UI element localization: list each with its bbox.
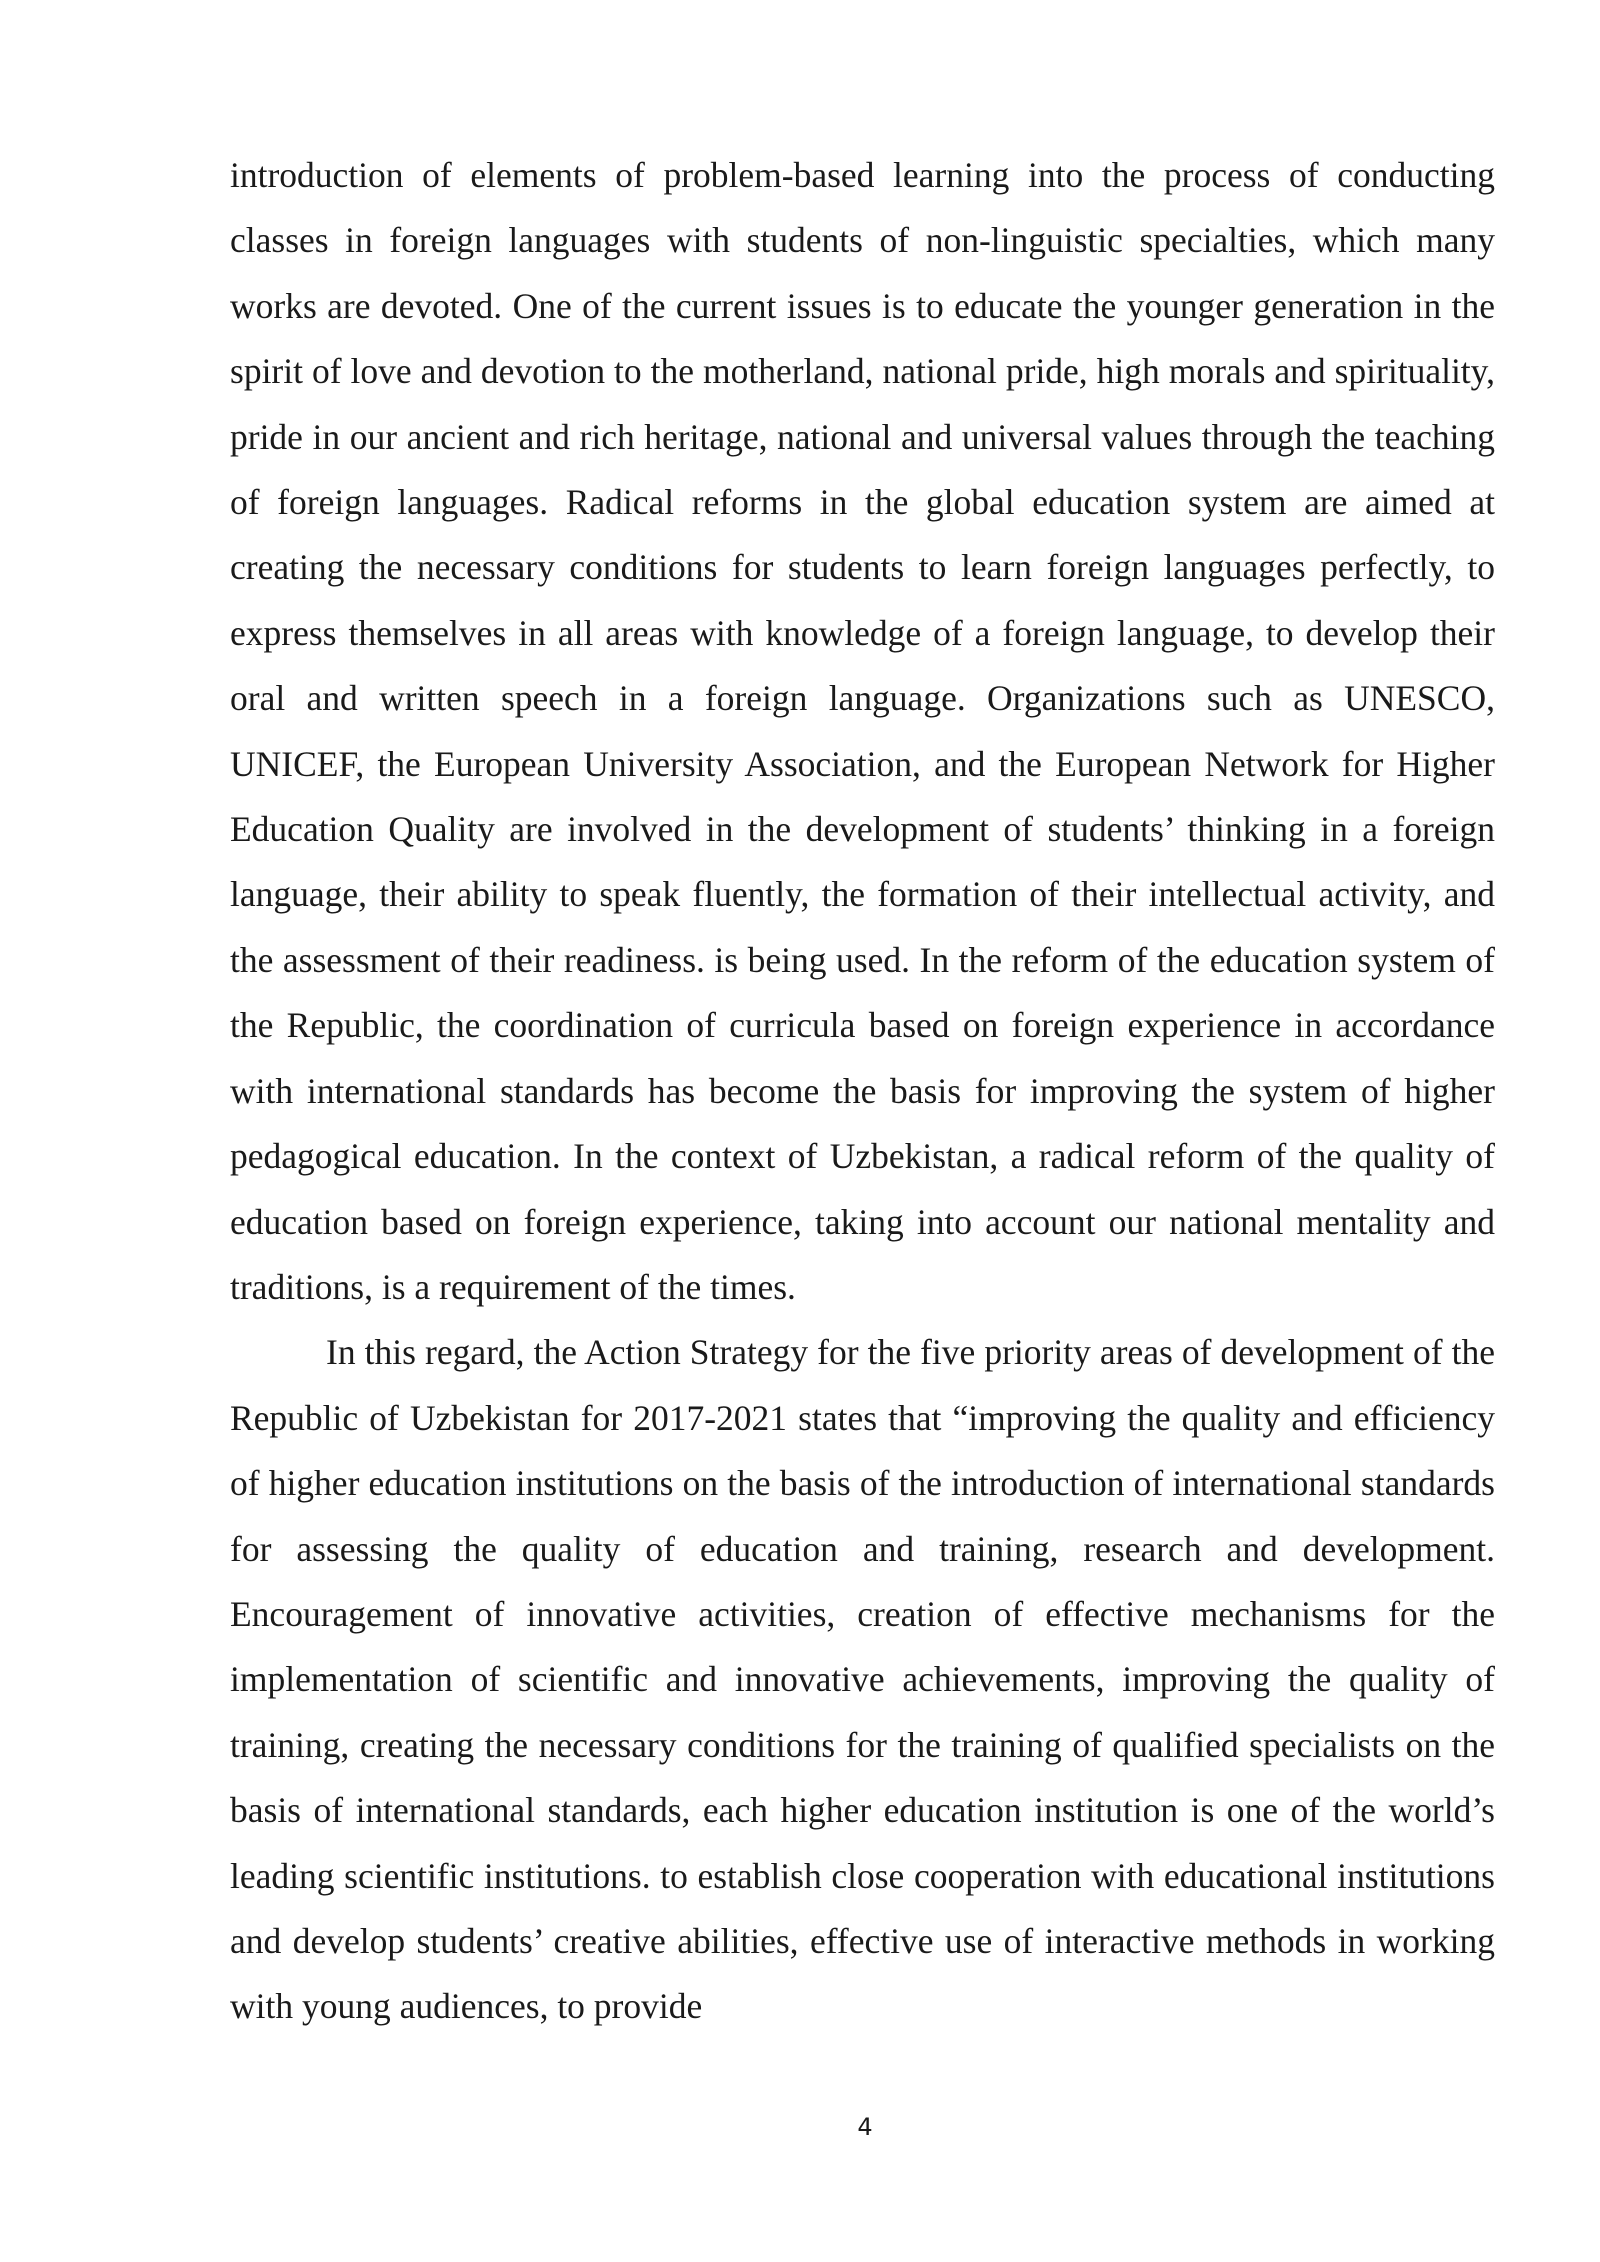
paragraph-2: In this regard, the Action Strategy for the five priority areas of development of the Republic of Uzbekistan for 2017-2021 states that “improving the quality and efficiency of higher education institutions on the basis of the introduction of international standards for assessing the quality of education and training, research and development. Encouragement of innovative activities, creation of effective mechanisms for the implementation of scientific and innovative achievements, improving the quality of training, creating the necessary conditions for the training of qualified specialists on the basis of international standards, each higher education institution is one of the world’s leading scientific institutions. to establish close cooperation with educational institutions and develop students’ creative abilities, effective use of interactive methods in working with young audiences, to provide xyxy=(230,1332,1495,2027)
body-text xyxy=(230,143,1495,2040)
page-number: 4 xyxy=(857,2113,873,2141)
paragraph-1: introduction of elements of problem-based learning into the process of conducting classes in foreign languages with students of non-linguistic specialties, which many works are devoted. One of the current issues is to educate the younger generation in the spirit of love and devotion to the motherland, national pride, high morals and spirituality, pride in our ancient and rich heritage, national and universal values through the teaching of foreign languages. Radical reforms in the global education system are aimed at creating the necessary conditions for students to learn foreign languages perfectly, to express themselves in all areas with knowledge of a foreign language, to develop their oral and written speech in a foreign language. Organizations such as UNESCO, UNICEF, the European University Association, and the European Network for Higher Education Quality are involved in the development of students’ thinking in a foreign language, their ability to speak fluently, the formation of their intellectual activity, and the assessment of their readiness. is being used. In the reform of the education system of the Republic, the coordination of curricula based on foreign experience in accordance with international standards has become the basis for improving the system of higher pedagogical education. In the context of Uzbekistan, a radical reform of the quality of education based on foreign experience, taking into account our national mentality and traditions, is a requirement of the times. xyxy=(230,155,1495,1307)
